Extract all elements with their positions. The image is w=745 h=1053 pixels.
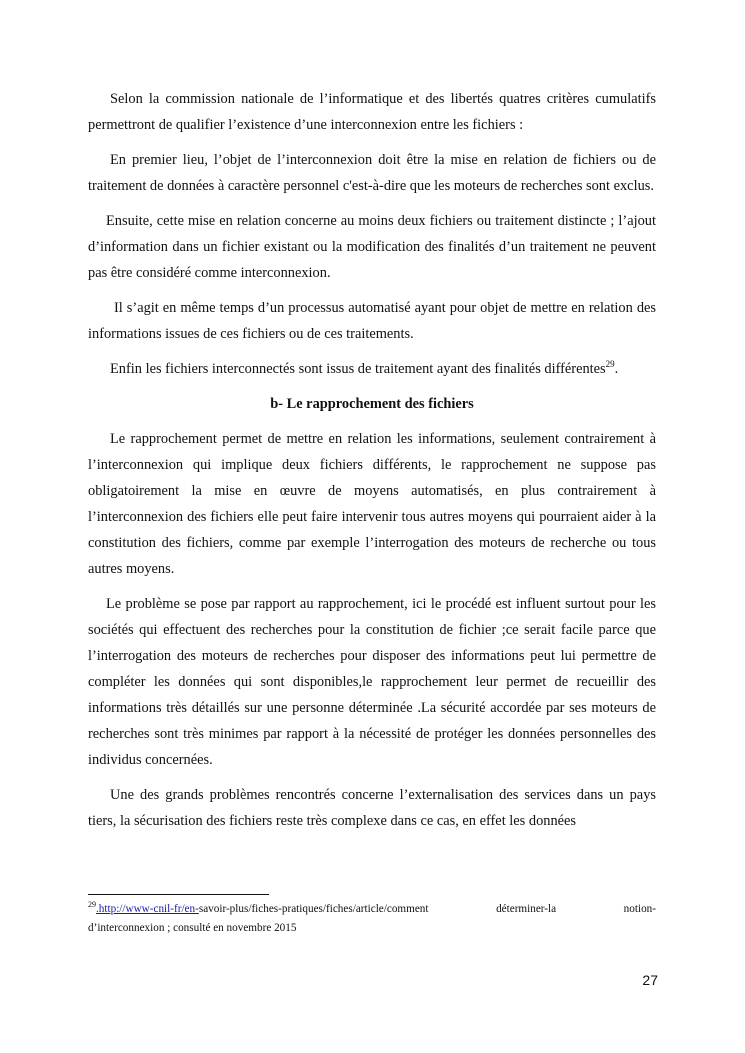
paragraph-fourth-criterion [88,356,656,382]
footnote-link[interactable]: .http://www-cnil-fr/en- [96,903,199,915]
footnote-number: 29 [88,900,96,909]
paragraph-externalisation: Une des grands problèmes rencontrés concerne l’externalisation des services dans un pays tiers, la sécurisation des fichiers reste très complexe dans ce cas, en effet les données [88,787,656,829]
footnote-line-2: d’interconnexion ; consulté en novembre 2015 [88,922,297,934]
footnote-reference[interactable]: 29 [605,359,615,369]
paragraph-second-criterion: Ensuite, cette mise en relation concerne au moins deux fichiers ou traitement distincte ; l’ajout d’information dans un fichier existant ou la modification des finalités d’un traitement ne peuvent pas être considéré comme interconnexion. [88,213,656,281]
footnote-separator [88,894,269,895]
footnote [88,900,656,938]
page-number: 27 [642,972,658,988]
footnote-source [88,900,429,919]
paragraph-third-criterion: Il s’agit en même temps d’un processus automatisé ayant pour objet de mettre en relation des informations issues de ces fichiers ou de ces traitements. [88,300,656,342]
paragraph-rapprochement-definition: Le rapprochement permet de mettre en relation les informations, seulement contrairement à l’interconnexion qui implique deux fichiers différents, le rapprochement ne suppose pas obligatoirement la mise en œuvre de moyens automatisés, en plus contrairement à l’interconnexion des fichiers elle peut faire intervenir tous autres moyens qui pourraient aider à la constitution des fichiers, comme par exemple l’interrogation des moteurs de recherche ou tous autres moyens. [88,431,656,577]
footnote-word-b: notion- [623,903,656,915]
footnote-path: savoir-plus/fiches-pratiques/fiches/article/comment [198,903,429,915]
paragraph-criteria-intro: Selon la commission nationale de l’informatique et des libertés quatres critères cumulatifs permettront de qualifier l’existence d’une interconnexion entre les fichiers : [88,91,656,133]
paragraph-rapprochement-problem: Le problème se pose par rapport au rapprochement, ici le procédé est influent surtout pour les sociétés qui effectuent des recherches pour la constitution de fichier ;ce serait facile parce que l’interrogation des moteurs de recherches pour disposer des informations peut lui permettre de compléter les données qui sont disponibles,le rapprochement leur permet de recueillir des informations très détaillés sur une personne déterminée .La sécurité accordée par ses moteurs de recherches sont très minimes par rapport à la nécessité de protéger les données personnelles des individus concernées. [88,596,656,768]
section-heading: b- Le rapprochement des fichiers [270,396,474,412]
page-body [88,86,656,843]
footnote-word-a: déterminer-la [496,903,557,915]
footnote-line-1 [88,900,656,919]
fourth-criterion-text: Enfin les fichiers interconnectés sont issus de traitement ayant des finalités différentes [110,361,606,377]
paragraph-first-criterion: En premier lieu, l’objet de l’interconnexion doit être la mise en relation de fichiers ou de traitement de données à caractère personnel c'est-à-dire que les moteurs de recherches sont exclus. [88,152,656,194]
fourth-criterion-end: . [614,361,619,377]
